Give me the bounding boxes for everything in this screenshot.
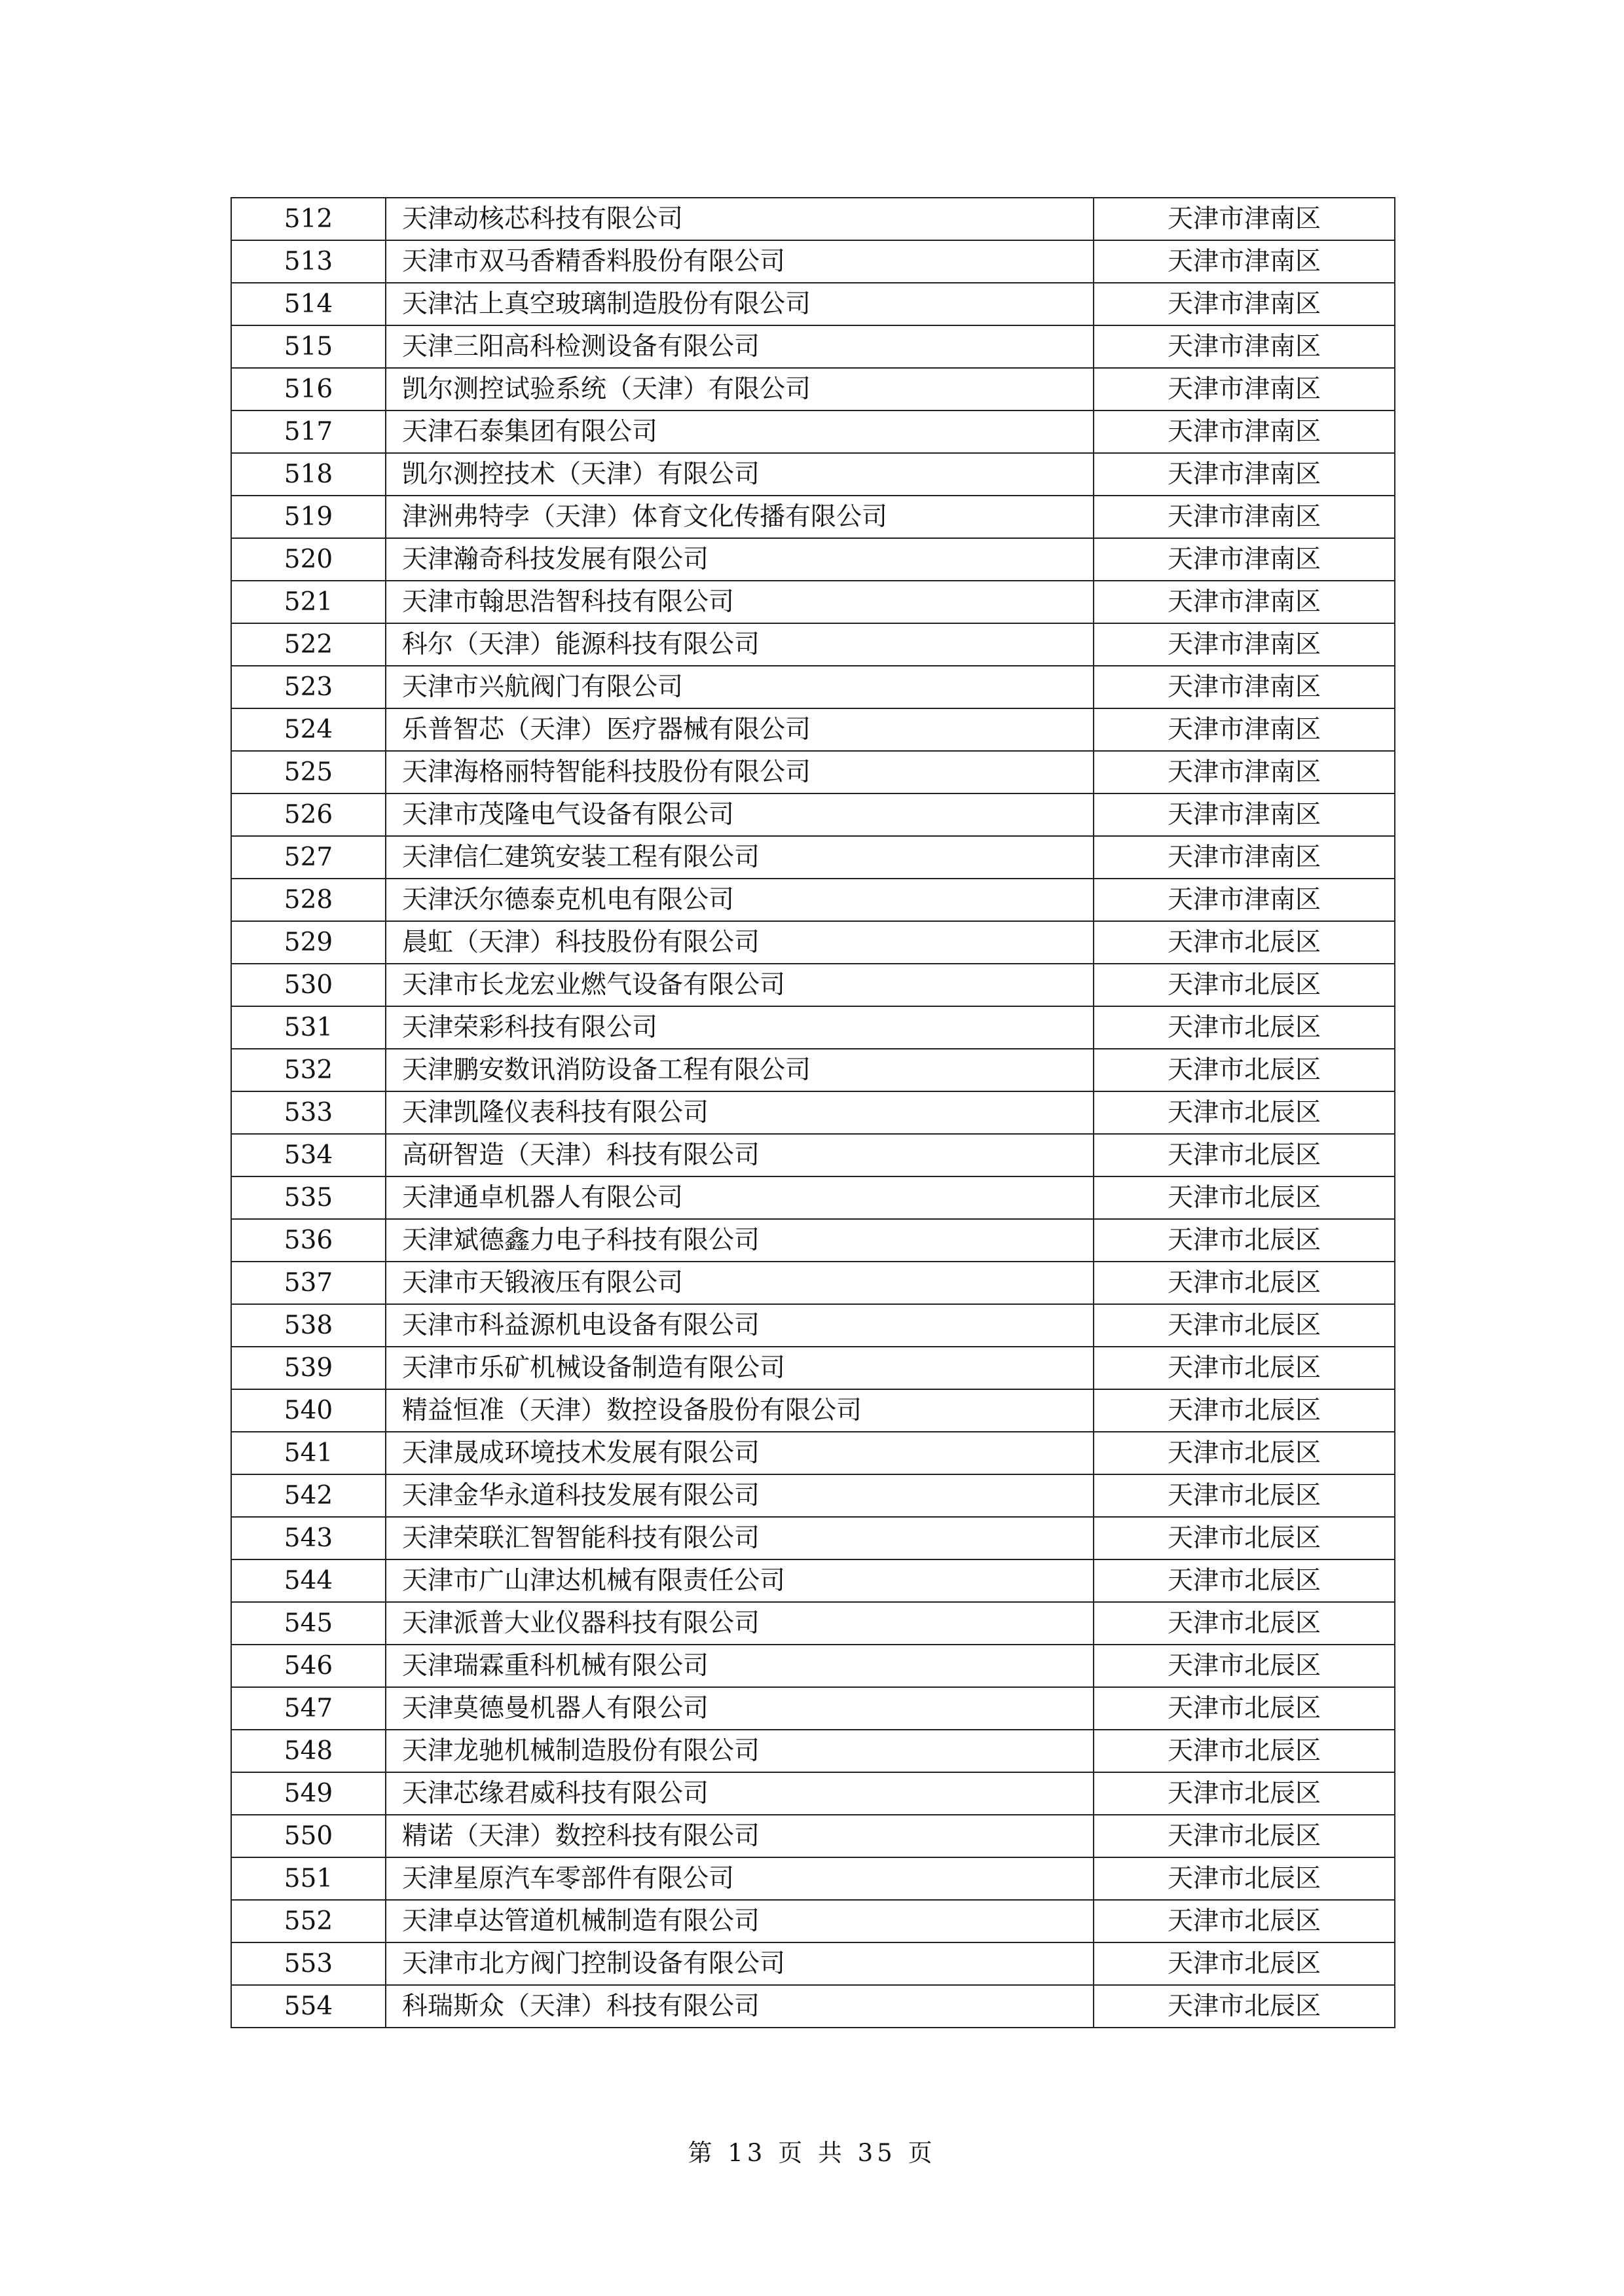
row-number-cell: 531 xyxy=(231,1006,386,1049)
district-cell: 天津市北辰区 xyxy=(1094,1347,1395,1389)
table-row xyxy=(231,1645,1395,1687)
district-cell: 天津市津南区 xyxy=(1094,623,1395,666)
company-name-cell: 天津信仁建筑安装工程有限公司 xyxy=(386,836,1094,879)
district-cell: 天津市北辰区 xyxy=(1094,1432,1395,1474)
row-number-cell: 539 xyxy=(231,1347,386,1389)
district-cell: 天津市北辰区 xyxy=(1094,1262,1395,1304)
table-row xyxy=(231,1432,1395,1474)
district-cell: 天津市北辰区 xyxy=(1094,1389,1395,1432)
district-cell: 天津市津南区 xyxy=(1094,708,1395,751)
page-footer xyxy=(0,2133,1624,2168)
row-number-cell: 514 xyxy=(231,283,386,325)
company-name-cell: 天津市翰思浩智科技有限公司 xyxy=(386,581,1094,623)
row-number-cell: 513 xyxy=(231,240,386,283)
company-name-cell: 精诺（天津）数控科技有限公司 xyxy=(386,1815,1094,1857)
district-cell: 天津市津南区 xyxy=(1094,751,1395,793)
table-row xyxy=(231,793,1395,836)
company-name-cell: 天津晟成环境技术发展有限公司 xyxy=(386,1432,1094,1474)
table-row xyxy=(231,1857,1395,1900)
company-name-cell: 天津市广山津达机械有限责任公司 xyxy=(386,1559,1094,1602)
table-row xyxy=(231,1347,1395,1389)
table-row xyxy=(231,1900,1395,1942)
row-number-cell: 517 xyxy=(231,410,386,453)
table-row xyxy=(231,666,1395,708)
district-cell: 天津市津南区 xyxy=(1094,496,1395,538)
row-number-cell: 522 xyxy=(231,623,386,666)
district-cell: 天津市北辰区 xyxy=(1094,1304,1395,1347)
company-name-cell: 天津斌德鑫力电子科技有限公司 xyxy=(386,1219,1094,1262)
row-number-cell: 544 xyxy=(231,1559,386,1602)
district-cell: 天津市津南区 xyxy=(1094,283,1395,325)
company-name-cell: 凯尔测控技术（天津）有限公司 xyxy=(386,453,1094,496)
district-cell: 天津市津南区 xyxy=(1094,410,1395,453)
company-name-cell: 天津星原汽车零部件有限公司 xyxy=(386,1857,1094,1900)
table-row xyxy=(231,1559,1395,1602)
row-number-cell: 518 xyxy=(231,453,386,496)
company-name-cell: 天津动核芯科技有限公司 xyxy=(386,198,1094,240)
row-number-cell: 551 xyxy=(231,1857,386,1900)
row-number-cell: 523 xyxy=(231,666,386,708)
company-name-cell: 天津荣联汇智智能科技有限公司 xyxy=(386,1517,1094,1559)
table-row xyxy=(231,368,1395,410)
company-name-cell: 科尔（天津）能源科技有限公司 xyxy=(386,623,1094,666)
district-cell: 天津市津南区 xyxy=(1094,240,1395,283)
table-row xyxy=(231,836,1395,879)
district-cell: 天津市北辰区 xyxy=(1094,1942,1395,1985)
company-name-cell: 天津石泰集团有限公司 xyxy=(386,410,1094,453)
company-name-cell: 天津市茂隆电气设备有限公司 xyxy=(386,793,1094,836)
district-cell: 天津市津南区 xyxy=(1094,538,1395,581)
row-number-cell: 532 xyxy=(231,1049,386,1091)
table-row xyxy=(231,581,1395,623)
row-number-cell: 547 xyxy=(231,1687,386,1730)
row-number-cell: 550 xyxy=(231,1815,386,1857)
company-name-cell: 高研智造（天津）科技有限公司 xyxy=(386,1134,1094,1176)
footer-middle: 页 共 xyxy=(778,2139,846,2167)
company-name-cell: 天津沽上真空玻璃制造股份有限公司 xyxy=(386,283,1094,325)
district-cell: 天津市津南区 xyxy=(1094,368,1395,410)
table-row xyxy=(231,751,1395,793)
table-row xyxy=(231,708,1395,751)
company-name-cell: 天津凯隆仪表科技有限公司 xyxy=(386,1091,1094,1134)
company-name-cell: 天津市双马香精香料股份有限公司 xyxy=(386,240,1094,283)
table-row xyxy=(231,198,1395,240)
table-row xyxy=(231,1304,1395,1347)
table-row xyxy=(231,240,1395,283)
table-row xyxy=(231,1474,1395,1517)
district-cell: 天津市北辰区 xyxy=(1094,1176,1395,1219)
table-row xyxy=(231,1602,1395,1645)
district-cell: 天津市北辰区 xyxy=(1094,1474,1395,1517)
row-number-cell: 554 xyxy=(231,1985,386,2028)
district-cell: 天津市北辰区 xyxy=(1094,1049,1395,1091)
district-cell: 天津市北辰区 xyxy=(1094,1602,1395,1645)
district-cell: 天津市北辰区 xyxy=(1094,1645,1395,1687)
row-number-cell: 521 xyxy=(231,581,386,623)
company-name-cell: 天津瑞霖重科机械有限公司 xyxy=(386,1645,1094,1687)
district-cell: 天津市北辰区 xyxy=(1094,1772,1395,1815)
row-number-cell: 515 xyxy=(231,325,386,368)
table-body xyxy=(231,198,1395,2028)
company-name-cell: 晨虹（天津）科技股份有限公司 xyxy=(386,921,1094,964)
company-name-cell: 天津三阳高科检测设备有限公司 xyxy=(386,325,1094,368)
table-row xyxy=(231,1815,1395,1857)
company-name-cell: 天津莫德曼机器人有限公司 xyxy=(386,1687,1094,1730)
row-number-cell: 548 xyxy=(231,1730,386,1772)
district-cell: 天津市北辰区 xyxy=(1094,1219,1395,1262)
row-number-cell: 533 xyxy=(231,1091,386,1134)
company-name-cell: 天津金华永道科技发展有限公司 xyxy=(386,1474,1094,1517)
table-row xyxy=(231,1091,1395,1134)
district-cell: 天津市北辰区 xyxy=(1094,1006,1395,1049)
table-row xyxy=(231,1006,1395,1049)
row-number-cell: 553 xyxy=(231,1942,386,1985)
table-row xyxy=(231,623,1395,666)
company-name-cell: 天津市北方阀门控制设备有限公司 xyxy=(386,1942,1094,1985)
district-cell: 天津市津南区 xyxy=(1094,879,1395,921)
row-number-cell: 519 xyxy=(231,496,386,538)
company-name-cell: 精益恒准（天津）数控设备股份有限公司 xyxy=(386,1389,1094,1432)
district-cell: 天津市北辰区 xyxy=(1094,1857,1395,1900)
current-page-number: 13 xyxy=(728,2139,767,2167)
row-number-cell: 549 xyxy=(231,1772,386,1815)
company-name-cell: 天津荣彩科技有限公司 xyxy=(386,1006,1094,1049)
table-row xyxy=(231,1389,1395,1432)
footer-prefix: 第 xyxy=(688,2139,716,2167)
district-cell: 天津市津南区 xyxy=(1094,793,1395,836)
row-number-cell: 540 xyxy=(231,1389,386,1432)
table-row xyxy=(231,410,1395,453)
company-name-cell: 天津市天锻液压有限公司 xyxy=(386,1262,1094,1304)
table-row xyxy=(231,1942,1395,1985)
company-name-cell: 天津市长龙宏业燃气设备有限公司 xyxy=(386,964,1094,1006)
company-name-cell: 天津派普大业仪器科技有限公司 xyxy=(386,1602,1094,1645)
table-row xyxy=(231,964,1395,1006)
company-name-cell: 天津鹏安数讯消防设备工程有限公司 xyxy=(386,1049,1094,1091)
company-name-cell: 天津沃尔德泰克机电有限公司 xyxy=(386,879,1094,921)
row-number-cell: 528 xyxy=(231,879,386,921)
table-row xyxy=(231,879,1395,921)
company-name-cell: 天津海格丽特智能科技股份有限公司 xyxy=(386,751,1094,793)
district-cell: 天津市津南区 xyxy=(1094,581,1395,623)
district-cell: 天津市北辰区 xyxy=(1094,964,1395,1006)
table-row xyxy=(231,1219,1395,1262)
row-number-cell: 520 xyxy=(231,538,386,581)
row-number-cell: 541 xyxy=(231,1432,386,1474)
table-row xyxy=(231,496,1395,538)
district-cell: 天津市北辰区 xyxy=(1094,921,1395,964)
row-number-cell: 526 xyxy=(231,793,386,836)
district-cell: 天津市津南区 xyxy=(1094,198,1395,240)
total-pages-number: 35 xyxy=(857,2139,896,2167)
company-name-cell: 凯尔测控试验系统（天津）有限公司 xyxy=(386,368,1094,410)
table-row xyxy=(231,1730,1395,1772)
district-cell: 天津市北辰区 xyxy=(1094,1900,1395,1942)
row-number-cell: 535 xyxy=(231,1176,386,1219)
company-name-cell: 乐普智芯（天津）医疗器械有限公司 xyxy=(386,708,1094,751)
table-row xyxy=(231,1687,1395,1730)
table-row xyxy=(231,1134,1395,1176)
table-row xyxy=(231,325,1395,368)
district-cell: 天津市北辰区 xyxy=(1094,1815,1395,1857)
table-row xyxy=(231,538,1395,581)
row-number-cell: 529 xyxy=(231,921,386,964)
row-number-cell: 534 xyxy=(231,1134,386,1176)
table-row xyxy=(231,1517,1395,1559)
company-list-table xyxy=(231,197,1395,2028)
district-cell: 天津市北辰区 xyxy=(1094,1730,1395,1772)
row-number-cell: 527 xyxy=(231,836,386,879)
district-cell: 天津市北辰区 xyxy=(1094,1517,1395,1559)
company-name-cell: 天津市乐矿机械设备制造有限公司 xyxy=(386,1347,1094,1389)
district-cell: 天津市北辰区 xyxy=(1094,1134,1395,1176)
row-number-cell: 524 xyxy=(231,708,386,751)
company-name-cell: 天津芯缘君威科技有限公司 xyxy=(386,1772,1094,1815)
table-row xyxy=(231,1262,1395,1304)
district-cell: 天津市津南区 xyxy=(1094,666,1395,708)
district-cell: 天津市北辰区 xyxy=(1094,1091,1395,1134)
table-row xyxy=(231,283,1395,325)
row-number-cell: 545 xyxy=(231,1602,386,1645)
table-row xyxy=(231,1176,1395,1219)
company-name-cell: 天津通卓机器人有限公司 xyxy=(386,1176,1094,1219)
footer-suffix: 页 xyxy=(908,2139,936,2167)
row-number-cell: 546 xyxy=(231,1645,386,1687)
table-row xyxy=(231,453,1395,496)
district-cell: 天津市北辰区 xyxy=(1094,1985,1395,2028)
row-number-cell: 512 xyxy=(231,198,386,240)
row-number-cell: 530 xyxy=(231,964,386,1006)
row-number-cell: 538 xyxy=(231,1304,386,1347)
company-name-cell: 天津市兴航阀门有限公司 xyxy=(386,666,1094,708)
row-number-cell: 516 xyxy=(231,368,386,410)
district-cell: 天津市北辰区 xyxy=(1094,1687,1395,1730)
company-name-cell: 天津卓达管道机械制造有限公司 xyxy=(386,1900,1094,1942)
company-name-cell: 天津龙驰机械制造股份有限公司 xyxy=(386,1730,1094,1772)
district-cell: 天津市津南区 xyxy=(1094,836,1395,879)
table-row xyxy=(231,921,1395,964)
company-name-cell: 津洲弗特孛（天津）体育文化传播有限公司 xyxy=(386,496,1094,538)
company-name-cell: 天津市科益源机电设备有限公司 xyxy=(386,1304,1094,1347)
district-cell: 天津市津南区 xyxy=(1094,453,1395,496)
district-cell: 天津市津南区 xyxy=(1094,325,1395,368)
row-number-cell: 525 xyxy=(231,751,386,793)
company-name-cell: 天津瀚奇科技发展有限公司 xyxy=(386,538,1094,581)
row-number-cell: 536 xyxy=(231,1219,386,1262)
row-number-cell: 542 xyxy=(231,1474,386,1517)
row-number-cell: 537 xyxy=(231,1262,386,1304)
table-row xyxy=(231,1049,1395,1091)
row-number-cell: 543 xyxy=(231,1517,386,1559)
table-row xyxy=(231,1985,1395,2028)
row-number-cell: 552 xyxy=(231,1900,386,1942)
company-name-cell: 科瑞斯众（天津）科技有限公司 xyxy=(386,1985,1094,2028)
district-cell: 天津市北辰区 xyxy=(1094,1559,1395,1602)
table-row xyxy=(231,1772,1395,1815)
